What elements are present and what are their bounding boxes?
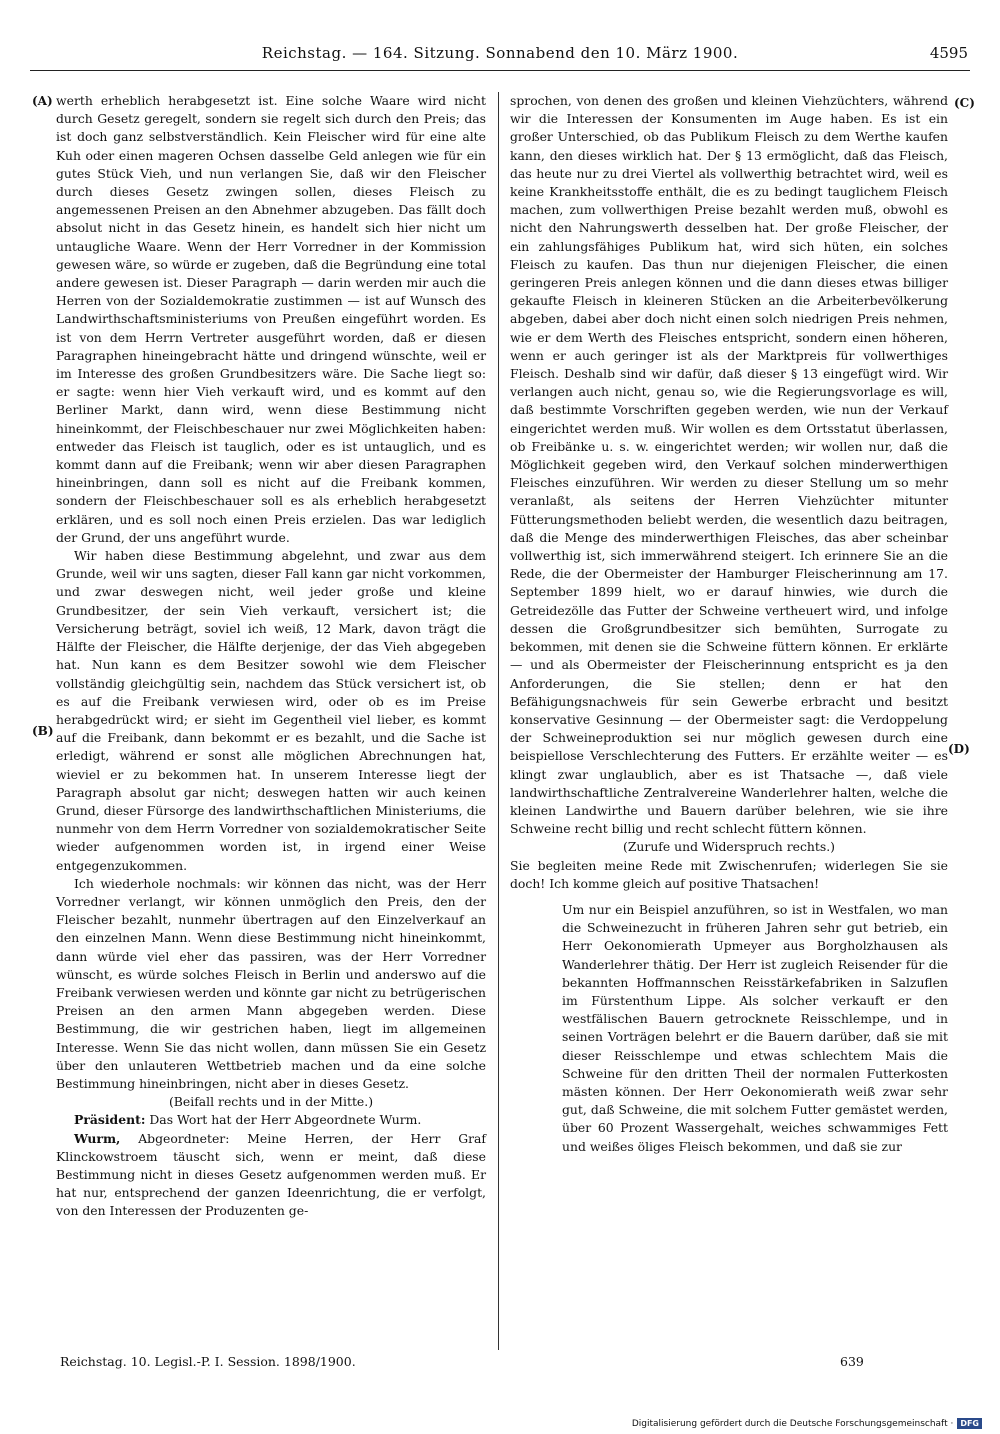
wurm-statement	[56, 1130, 486, 1221]
dfg-logo-icon: DFG	[957, 1418, 982, 1429]
speaker-name: Wurm,	[74, 1130, 121, 1146]
footer-session: Reichstag. 10. Legisl.-P. I. Session. 1898/1900.	[60, 1354, 356, 1369]
margin-marker-a: (A)	[32, 94, 53, 108]
statement-text: Abgeordneter: Meine Herren, der Herr Graf Klinckowstroem täuscht sich, wenn er meint, daß diese Bestimmung nicht in dieses Gesetz aufgenommen werden muß. Er hat nur, entsprechend der ganzen Ideenrichtung, die er verfolgt, von den Interessen der Produzenten ge-	[56, 1130, 486, 1219]
statement-text: Das Wort hat der Herr Abgeordnete Wurm.	[149, 1112, 422, 1128]
right-column	[510, 92, 948, 1156]
column-divider	[498, 92, 499, 1350]
digitization-credit	[632, 1418, 982, 1429]
paragraph: Ich wiederhole nochmals: wir können das nicht, was der Herr Vorredner verlangt, wir können unmöglich den Preis, den der Fleischer bezahlt, nunmehr übertragen auf den Einzelverkauf an den einzelnen Mann. Wenn diese Bestimmung nicht hineinkommt, dann würde viel eher das passiren, was der Herr Vorredner wünscht, es würde solches Fleisch in Berlin und anderswo auf die Freibank verwiesen werden und könnte gar nicht zu betrügerischen Preisen an den armen Mann abgegeben werden. Diese Bestimmung, die wir gestrichen haben, liegt im allgemeinen Interesse. Wenn Sie das nicht wollen, dann müssen Sie ein Gesetz über den unlauteren Wettbetrieb machen und da eine solche Bestimmung hineinbringen, nicht aber in dieses Gesetz.	[56, 875, 486, 1091]
paragraph: sprochen, von denen des großen und kleinen Viehzüchters, während wir die Interessen der Konsumenten im Auge haben. Es ist ein großer Unterschied, ob das Publikum Fleisch zu dem Werthe kaufen kann, den dieses wirklich hat. Der § 13 ermöglicht, daß das Fleisch, das heute nur zu drei Viertel als vollwerthig betrachtet wird, weil es keine Krankheitsstoffe enthält, die es zu bedingt tauglichem Fleisch machen, zum vollwerthigen Preise bezahlt werden muß, obwohl es nicht den Nahrungswerth desselben hat. Der große Fleischer, der ein zahlungsfähiges Publikum hat, wird sich hüten, ein solches Fleisch zu kaufen. Das thun nur diejenigen Fleischer, die einen geringeren Preis anlegen können und die dann dieses etwas billiger gekaufte Fleisch in kleineren Stücken an die Arbeiterbevölkerung abgeben, dabei aber doch nicht einen solch niedrigen Preis nehmen, wie er dem Werth des Fleisches entspricht, sondern einen höheren, wenn er auch geringer ist als der Marktpreis für vollwerthiges Fleisch. Deshalb sind wir dafür, daß dieser § 13 eingefügt wird. Wir verlangen auch nicht, genau so, wie die Regierungsvorlage es will, daß bestimmte Vorschriften gegeben werden, wie nun der Verkauf eingerichtet werden muß. Wir wollen es dem Ortsstatut überlassen, ob Freibänke u. s. w. eingerichtet werden; wir wollen nur, daß die Möglichkeit gegeben wird, den Verkauf solchen minderwerthigen Fleisches einzuführen. Wir werden zu dieser Stellung um so mehr veranlaßt, als seitens der Herren Viehzüchter mitunter Fütterungsmethoden beliebt werden, die wesentlich dazu beitragen, daß die Menge des minderwerthigen Fleisches, das aber scheinbar vollwerthig ist, sich immerwährend steigert. Ich erinnere Sie an die Rede, die der Obermeister der Hamburger Fleischerinnung am 17. September 1899 hielt, wo er darauf hinwies, wie durch die Getreidezölle das Futter der Schweine vertheuert wird, und infolge dessen die Großgrundbesitzer sich bemühten, Surrogate zu bekommen, mit denen sie die Schweine füttern können. Er erklärte — und als Obermeister der Fleischerinnung entspricht es ja den Anforderungen, die Sie stellen; denn er hat den Befähigungsnachweis für sein Gewerbe erbracht und besitzt konservative Gesinnung — der Obermeister sagt: die Verdoppelung der Schweineproduktion sei nur möglich gewesen durch eine beispiellose Verschlechterung des Futters. Er erzählte weiter — es klingt zwar unglaublich, aber es ist Thatsache —, daß viele landwirthschaftliche Zentralvereine Wanderlehrer halten, welche die kleinen Landwirthe und Bauern darüber belehren, wie sie ihre Schweine recht billig und recht schlecht füttern können.	[510, 93, 948, 837]
quoted-passage: Um nur ein Beispiel anzuführen, so ist in Westfalen, wo man die Schweinezucht in früheren Jahren sehr gut betrieb, ein Herr Oekonomierath Upmeyer aus Borgholzhausen als Wanderlehrer thätig. Der Herr ist zugleich Reisender für die bekannten Hoffmannschen Reisstärkefabriken in Salzuflen im Fürstenthum Lippe. Als solcher verkauft er den westfälischen Bauern getrocknete Reisschlempe, und in seinen Vorträgen belehrt er die Bauern darüber, daß sie mit dieser Reisschlempe und etwas schlechtem Mais die Schweine für den dritten Theil der normalen Futterkosten mästen können. Der Herr Oekonomierath weiß zwar sehr gut, daß Schweine, die mit solchem Futter gemästet werden, über 60 Prozent Wassergehalt, weiches schwammiges Fett und weißes öliges Fleisch bekommen, und daß sie zur	[562, 901, 948, 1154]
margin-marker-c: (C)	[954, 96, 975, 110]
president-statement	[56, 1111, 486, 1129]
interjection-note: (Zurufe und Widerspruch rechts.)	[622, 839, 836, 855]
speaker-name: Präsident:	[74, 1112, 146, 1128]
running-title: Reichstag. — 164. Sitzung. Sonnabend den 10. März 1900.	[261, 44, 739, 62]
applause-note: (Beifall rechts und in der Mitte.)	[168, 1094, 374, 1110]
margin-marker-d: (D)	[948, 742, 970, 756]
page-number: 4595	[929, 44, 968, 62]
footer-sheet-number: 639	[840, 1354, 864, 1369]
digitization-text: Digitalisierung gefördert durch die Deutsche Forschungsgemeinschaft ·	[631, 1418, 954, 1429]
paragraph: werth erheblich herabgesetzt ist. Eine solche Waare wird nicht durch Gesetz geregelt, sondern sie regelt sich durch den Preis; das ist doch ganz selbstverständlich. Kein Fleischer wird für eine alte Kuh oder einen mageren Ochsen dasselbe Geld anlegen wie für ein gutes Stück Vieh, und nun verlangen Sie, daß wir den Fleischer durch dieses Gesetz zwingen sollen, dieses Fleisch zu angemessenen Preisen an den Abnehmer abzugeben. Das fällt doch absolut nicht in das Gesetz hinein, es handelt sich hier nicht um untaugliche Waare. Wenn der Herr Vorredner in der Kommission gewesen wäre, so würde er zugeben, daß die Begründung eine total andere gewesen ist. Dieser Paragraph — darin werden mir auch die Herren von der Sozialdemokratie zustimmen — ist auf Wunsch des Landwirthschaftsministeriums von Preußen eingeführt worden. Es ist von dem Herrn Vertreter ausgeführt worden, daß er diesen Paragraphen hineingebracht hätte und dringend wünschte, weil er im Interesse des großen Grundbesitzers wäre. Die Sache liegt so: er sagte: wenn hier Vieh verkauft wird, und es kommt auf den Berliner Markt, dann wird, wenn diese Bestimmung nicht hineinkommt, der Fleischbeschauer nur zwei Möglichkeiten haben: entweder das Fleisch ist tauglich, oder es ist untauglich, und es kommt dann auf die Freibank; wenn wir aber diesen Paragraphen hineinbringen, dann soll es nicht auf die Freibank kommen, sondern der Fleischbeschauer soll es als erheblich herabgesetzt erklären, und es soll noch einen Preis erzielen. Das war lediglich der Grund, der uns angeführt wurde.	[56, 93, 486, 545]
page-header	[30, 44, 970, 71]
left-column	[56, 92, 486, 1221]
paragraph: Sie begleiten meine Rede mit Zwischenrufen; widerlegen Sie sie doch! Ich komme gleich auf positive Thatsachen!	[510, 857, 948, 891]
paragraph: Wir haben diese Bestimmung abgelehnt, und zwar aus dem Grunde, weil wir uns sagten, dieser Fall kann gar nicht vorkommen, und zwar deswegen nicht, weil jeder große und kleine Grundbesitzer, der sein Vieh verkauft, versichert ist; die Versicherung beträgt, soviel ich weiß, 12 Mark, davon trägt die Hälfte der Fleischer, die Hälfte derjenige, der das Vieh abgegeben hat. Nun kann es dem Besitzer sowohl wie dem Fleischer vollständig gleichgültig sein, nachdem das Stück versichert ist, ob es auf die Freibank verwiesen wird, oder ob es im Preise herabgedrückt wird; er sieht im Gegentheil viel lieber, es kommt auf die Freibank, dann bekommt er es bezahlt, und die Sache ist erledigt, während er sonst alle möglichen Abrechnungen hat, wieviel er zu bekommen hat. In unserem Interesse liegt der Paragraph absolut gar nicht; deswegen hatten wir auch keinen Grund, dieser Fürsorge des landwirthschaftlichen Ministeriums, die nunmehr von dem Herrn Vorredner von sozialdemokratischer Seite wieder aufgenommen worden ist, in irgend einer Weise entgegenzukommen.	[56, 548, 486, 873]
margin-marker-b: (B)	[32, 724, 54, 738]
